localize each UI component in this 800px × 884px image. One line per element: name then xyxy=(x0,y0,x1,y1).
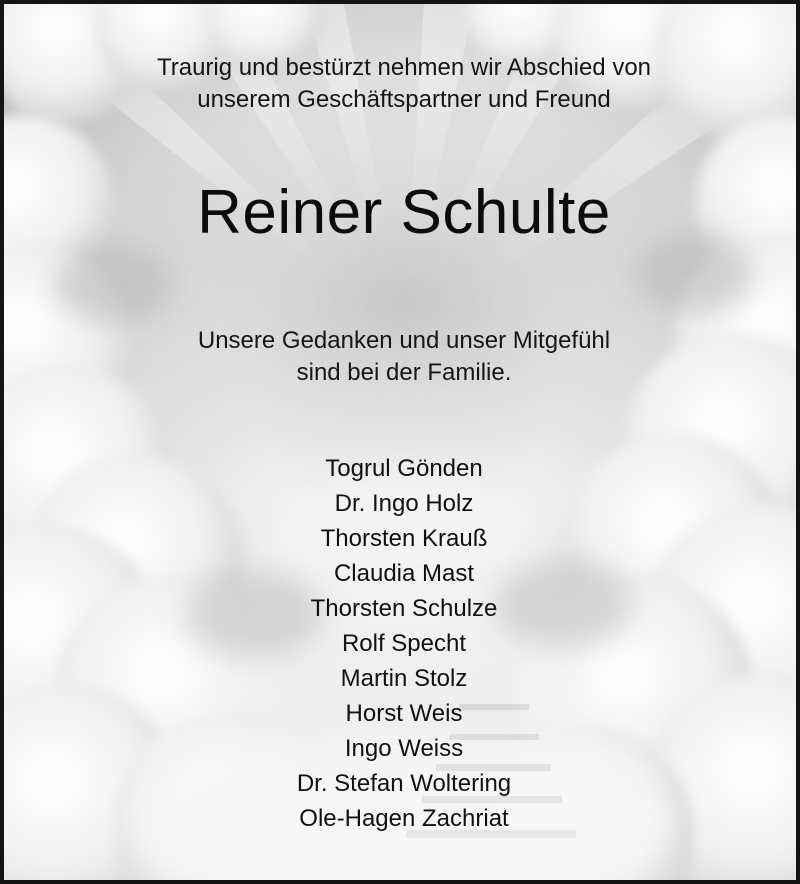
signer-name: Thorsten Schulze xyxy=(310,595,498,622)
signer-list xyxy=(4,451,800,836)
signer-name: Martin Stolz xyxy=(340,665,468,692)
signer-name: Horst Weis xyxy=(345,700,463,727)
intro-text xyxy=(4,52,800,116)
sympathy-line: sind bei der Familie. xyxy=(296,359,512,386)
signer-name: Thorsten Krauß xyxy=(320,525,488,552)
signer-name: Ole-Hagen Zachriat xyxy=(299,805,509,832)
signer-name: Rolf Specht xyxy=(341,630,467,657)
notice-content xyxy=(4,4,800,884)
deceased-name: Reiner Schulte xyxy=(197,178,611,247)
intro-line: unserem Geschäftspartner und Freund xyxy=(197,86,611,113)
sympathy-text xyxy=(4,325,800,389)
sympathy-line: Unsere Gedanken und unser Mitgefühl xyxy=(197,327,611,354)
intro-line: Traurig und bestürzt nehmen wir Abschied von xyxy=(156,54,652,81)
signer-name: Dr. Ingo Holz xyxy=(334,490,474,517)
signer-name: Togrul Gönden xyxy=(325,455,483,482)
signer-name: Claudia Mast xyxy=(333,560,475,587)
signer-name: Dr. Stefan Woltering xyxy=(296,770,512,797)
signer-name: Ingo Weiss xyxy=(344,735,464,762)
